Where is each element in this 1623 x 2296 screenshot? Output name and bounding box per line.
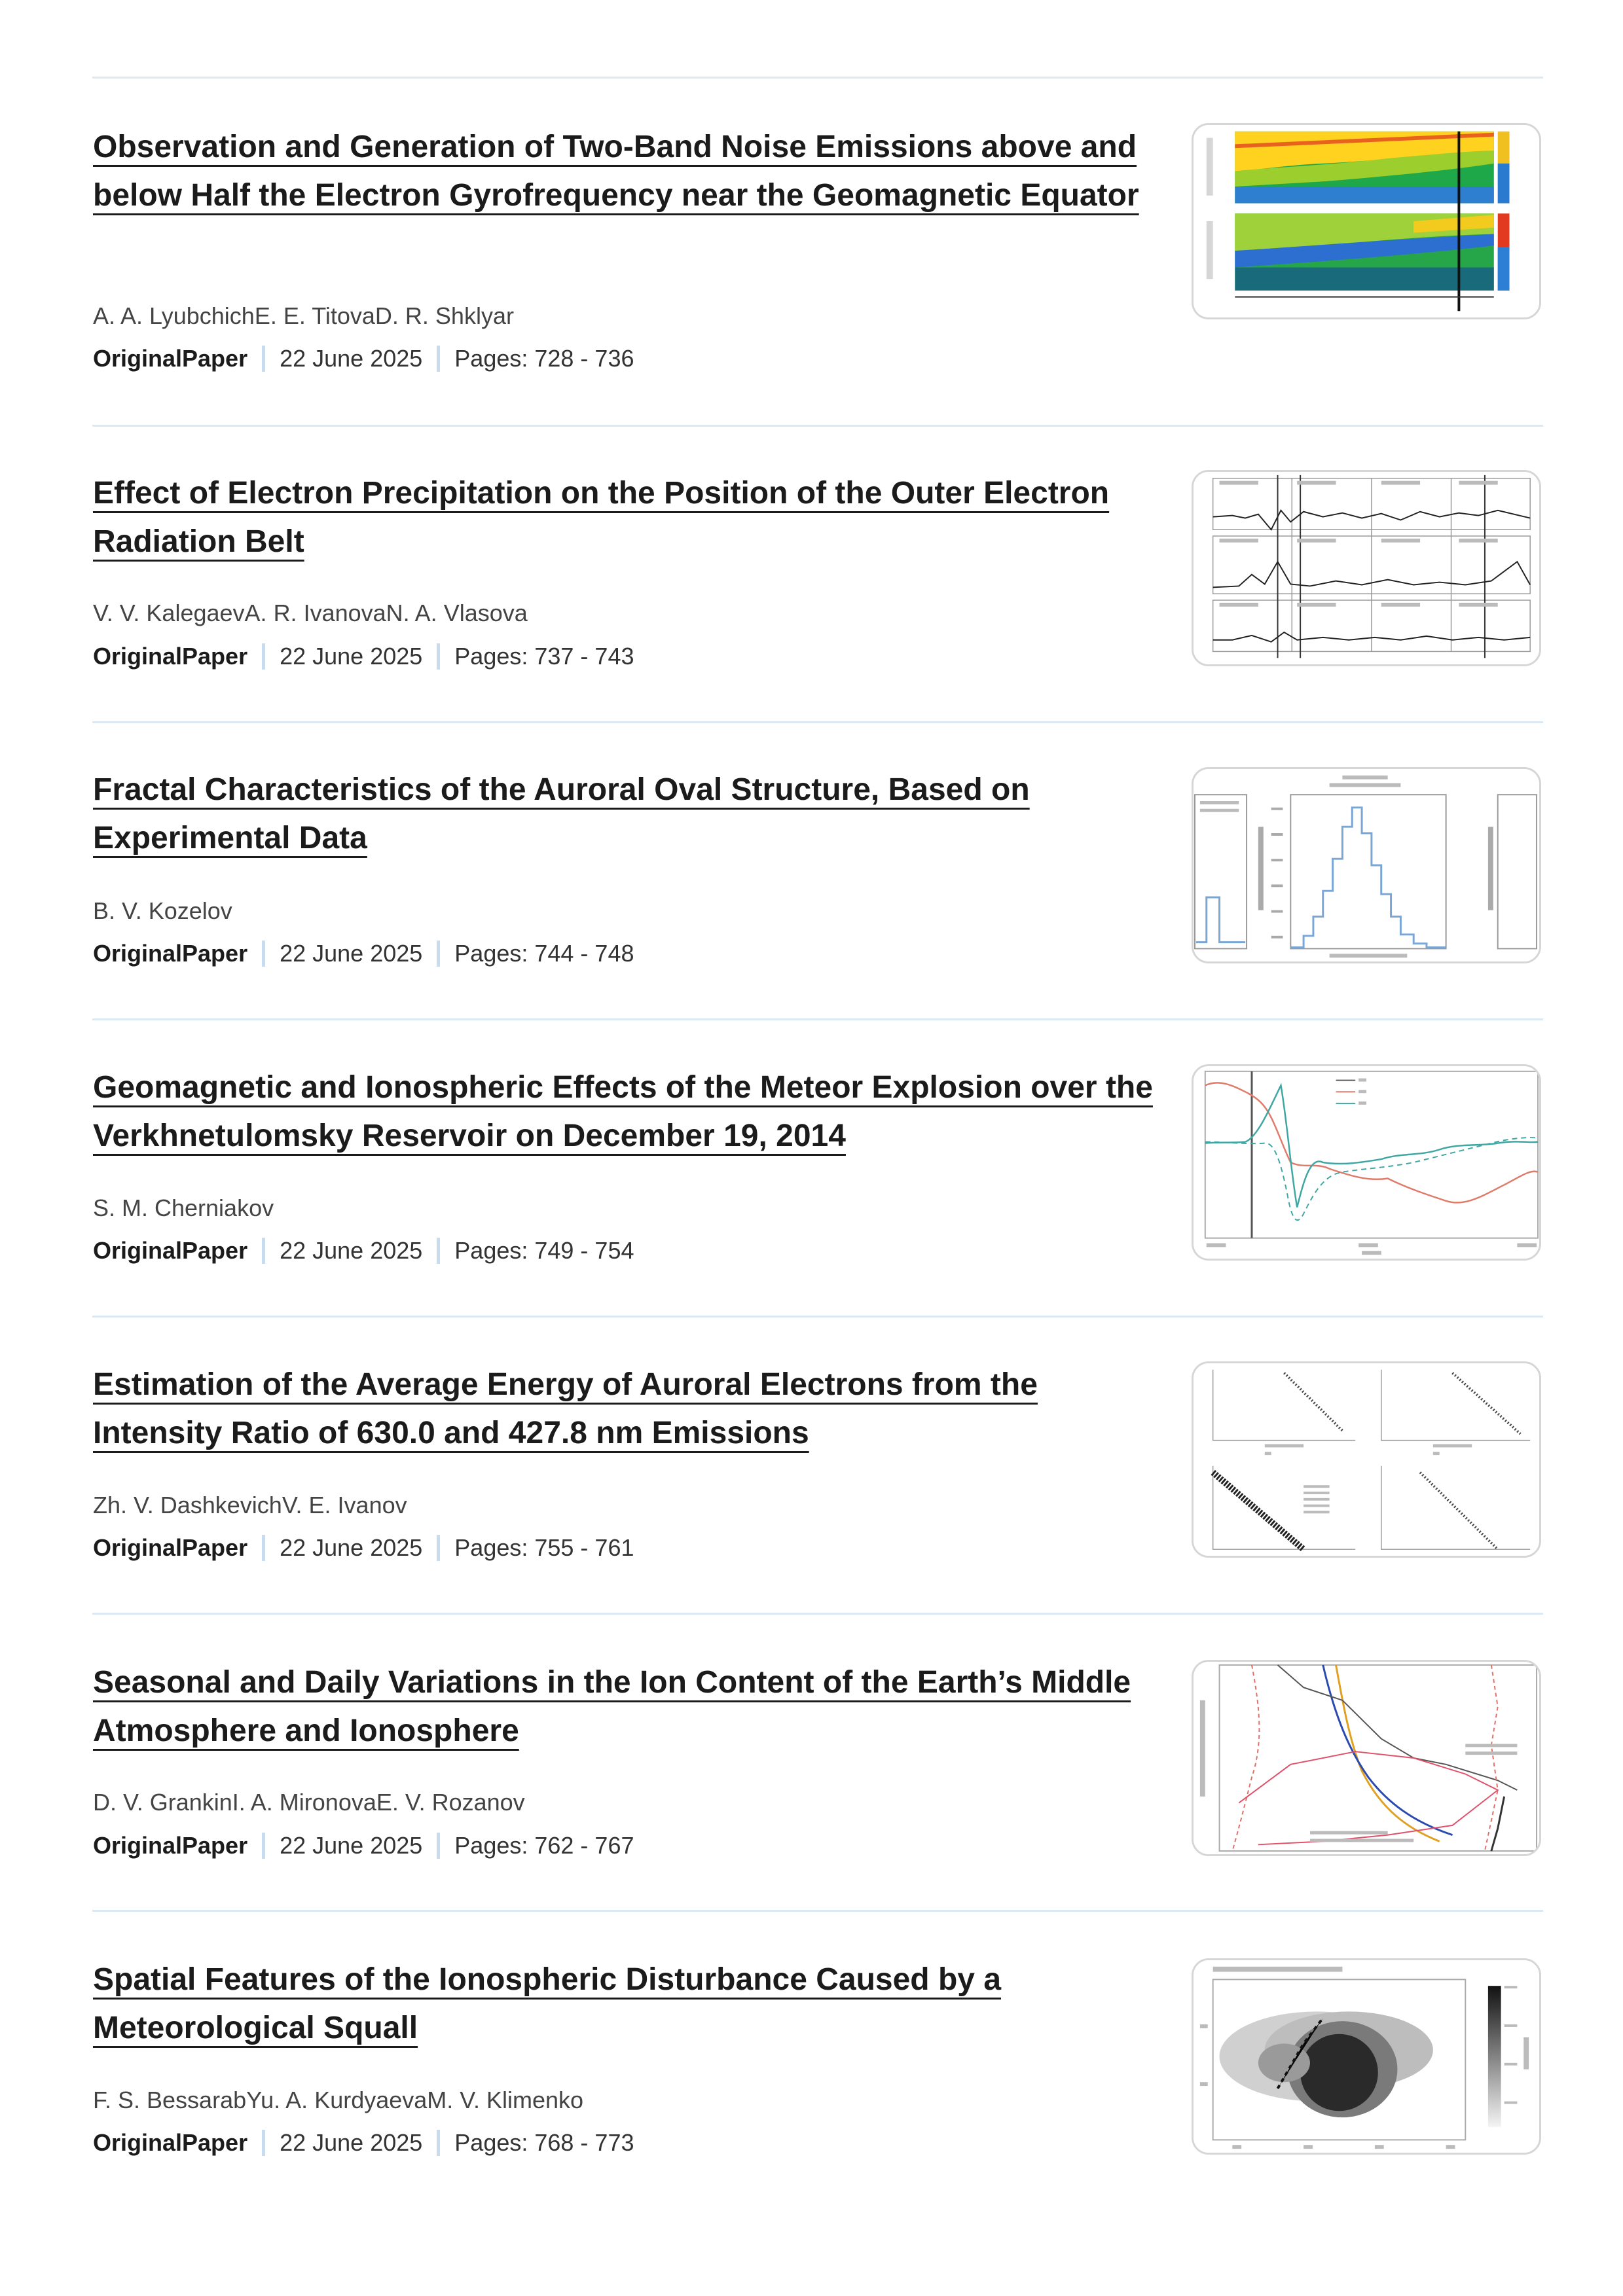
article-type[interactable]: OriginalPaper bbox=[93, 643, 248, 670]
article-meta bbox=[93, 1237, 634, 1265]
article-meta bbox=[93, 643, 634, 670]
author[interactable]: F. S. Bessarab bbox=[93, 2087, 247, 2113]
meta-divider bbox=[437, 1833, 440, 1859]
article-meta bbox=[93, 2129, 634, 2157]
article-authors bbox=[93, 600, 528, 627]
meta-divider bbox=[262, 346, 265, 372]
author[interactable]: A. A. Lyubchich bbox=[93, 302, 255, 329]
meta-divider bbox=[262, 941, 265, 967]
publication-date: 22 June 2025 bbox=[280, 345, 423, 372]
page-range: Pages: 737 - 743 bbox=[454, 643, 634, 670]
meta-divider bbox=[437, 346, 440, 372]
article-authors bbox=[93, 302, 514, 330]
publication-date: 22 June 2025 bbox=[280, 643, 423, 670]
article-type[interactable]: OriginalPaper bbox=[93, 1832, 248, 1859]
author[interactable]: A. R. Ivanova bbox=[244, 600, 386, 626]
article-authors bbox=[93, 1492, 407, 1519]
author[interactable]: Zh. V. Dashkevich bbox=[93, 1492, 282, 1518]
separator bbox=[92, 721, 1543, 723]
separator bbox=[92, 425, 1543, 427]
meta-divider bbox=[437, 643, 440, 670]
tec-map-figure bbox=[1194, 1960, 1539, 2153]
page-range: Pages: 728 - 736 bbox=[454, 345, 634, 372]
publication-date: 22 June 2025 bbox=[280, 940, 423, 967]
author[interactable]: M. V. Klimenko bbox=[427, 2087, 584, 2113]
article-type[interactable]: OriginalPaper bbox=[93, 2129, 248, 2156]
article-type[interactable]: OriginalPaper bbox=[93, 1237, 248, 1264]
meta-divider bbox=[437, 2130, 440, 2156]
scatter-panels-figure bbox=[1194, 1363, 1539, 1556]
article-type[interactable]: OriginalPaper bbox=[93, 345, 248, 372]
article-title-link[interactable]: Seasonal and Daily Variations in the Ion Content of the Earth’s Middle Atmosphere and Ionosphere bbox=[93, 1665, 1131, 1748]
publication-date: 22 June 2025 bbox=[280, 1832, 423, 1859]
article-authors bbox=[93, 2087, 583, 2114]
meta-divider bbox=[262, 1238, 265, 1264]
author[interactable]: Yu. A. Kurdyaeva bbox=[246, 2087, 428, 2113]
author[interactable]: I. A. Mironova bbox=[232, 1789, 376, 1816]
publication-date: 22 June 2025 bbox=[280, 2129, 423, 2156]
author[interactable]: N. A. Vlasova bbox=[386, 600, 528, 626]
page-range: Pages: 744 - 748 bbox=[454, 940, 634, 967]
article-thumbnail[interactable] bbox=[1192, 123, 1541, 319]
meta-divider bbox=[262, 1833, 265, 1859]
separator bbox=[92, 1316, 1543, 1318]
meta-divider bbox=[437, 941, 440, 967]
author[interactable]: E. E. Titova bbox=[254, 302, 375, 329]
meta-divider bbox=[262, 1535, 265, 1561]
article-authors bbox=[93, 897, 232, 925]
article-meta bbox=[93, 1832, 634, 1859]
author[interactable]: S. M. Cherniakov bbox=[93, 1194, 274, 1221]
separator bbox=[92, 1910, 1543, 1912]
meta-divider bbox=[262, 2130, 265, 2156]
separator bbox=[92, 1018, 1543, 1020]
article-title-link[interactable]: Estimation of the Average Energy of Auroral Electrons from the Intensity Ratio of 630.0 and 427.8 nm Emissions bbox=[93, 1367, 1038, 1450]
publication-date: 22 June 2025 bbox=[280, 1534, 423, 1561]
article-title-link[interactable]: Geomagnetic and Ionospheric Effects of the Meteor Explosion over the Verkhnetulomsky Reservoir on December 19, 2014 bbox=[93, 1070, 1153, 1153]
line-plot-figure bbox=[1194, 1066, 1539, 1259]
article-meta bbox=[93, 345, 634, 372]
article-type[interactable]: OriginalPaper bbox=[93, 940, 248, 967]
article-title-link[interactable]: Spatial Features of the Ionospheric Disturbance Caused by a Meteorological Squall bbox=[93, 1962, 1002, 2045]
page-range: Pages: 762 - 767 bbox=[454, 1832, 634, 1859]
author[interactable]: B. V. Kozelov bbox=[93, 897, 232, 924]
time-series-figure bbox=[1194, 472, 1539, 664]
publication-date: 22 June 2025 bbox=[280, 1237, 423, 1264]
author[interactable]: V. V. Kalegaev bbox=[93, 600, 245, 626]
article-thumbnail[interactable] bbox=[1192, 1064, 1541, 1261]
article-meta bbox=[93, 940, 634, 967]
separator bbox=[92, 1613, 1543, 1615]
meta-divider bbox=[437, 1535, 440, 1561]
author[interactable]: D. V. Grankin bbox=[93, 1789, 232, 1816]
author[interactable]: D. R. Shklyar bbox=[374, 302, 514, 329]
article-thumbnail[interactable] bbox=[1192, 1660, 1541, 1856]
meta-divider bbox=[262, 643, 265, 670]
article-authors bbox=[93, 1789, 525, 1816]
profile-plot-figure bbox=[1194, 1662, 1539, 1854]
article-title-link[interactable]: Fractal Characteristics of the Auroral Oval Structure, Based on Experimental Data bbox=[93, 772, 1030, 855]
page-range: Pages: 749 - 754 bbox=[454, 1237, 634, 1264]
article-thumbnail[interactable] bbox=[1192, 1361, 1541, 1558]
article-title-link[interactable]: Effect of Electron Precipitation on the Position of the Outer Electron Radiation Belt bbox=[93, 476, 1110, 559]
article-thumbnail[interactable] bbox=[1192, 767, 1541, 963]
page-range: Pages: 755 - 761 bbox=[454, 1534, 634, 1561]
histogram-figure bbox=[1194, 769, 1539, 961]
article-title-link[interactable]: Observation and Generation of Two-Band Noise Emissions above and below Half the Electron Gyrofrequency near the Geomagnetic Equator bbox=[93, 130, 1139, 213]
author[interactable]: E. V. Rozanov bbox=[376, 1789, 525, 1816]
article-thumbnail[interactable] bbox=[1192, 470, 1541, 666]
article-authors bbox=[93, 1194, 274, 1222]
meta-divider bbox=[437, 1238, 440, 1264]
article-meta bbox=[93, 1534, 634, 1562]
author[interactable]: V. E. Ivanov bbox=[282, 1492, 407, 1518]
page-range: Pages: 768 - 773 bbox=[454, 2129, 634, 2156]
article-type[interactable]: OriginalPaper bbox=[93, 1534, 248, 1561]
article-thumbnail[interactable] bbox=[1192, 1958, 1541, 2155]
spectrogram-figure bbox=[1194, 125, 1539, 317]
separator bbox=[92, 77, 1543, 79]
